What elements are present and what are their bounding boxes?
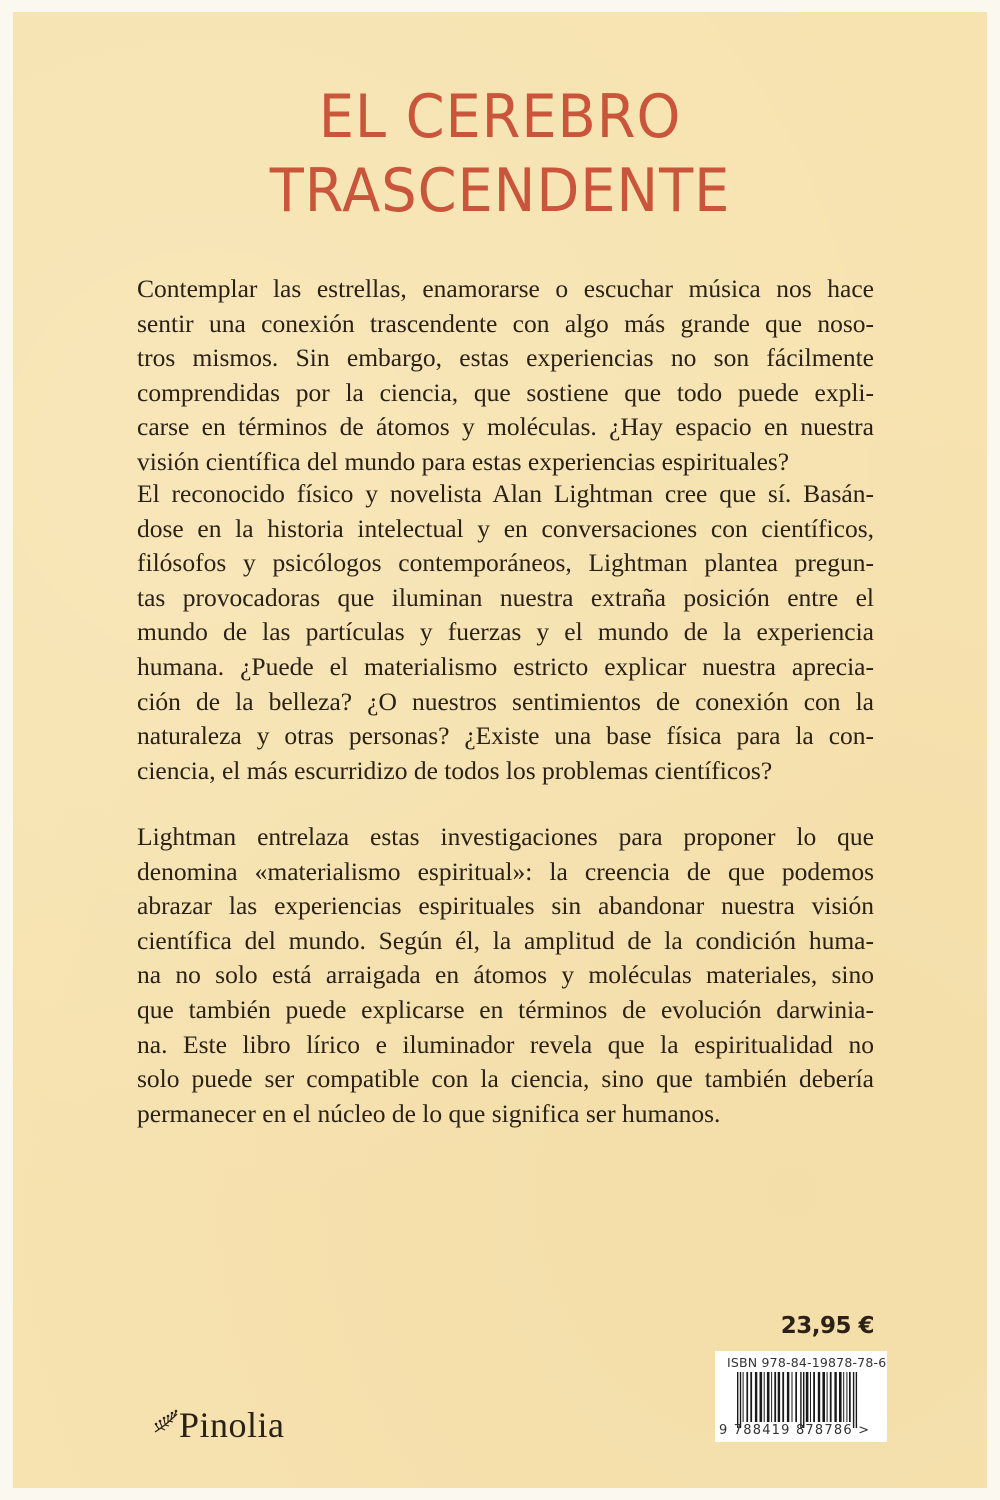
- barcode-bar: [849, 1372, 851, 1422]
- blurb-paragraph-3: [137, 820, 874, 1131]
- blurb-line: Lightman entrelaza estas investigaciones para proponer lo que: [137, 822, 874, 851]
- barcode-bar: [813, 1372, 815, 1422]
- barcode-bar: [795, 1372, 797, 1422]
- blurb-line: na no solo está arraigada en átomos y moléculas materiales, sino: [137, 960, 874, 990]
- barcode-bar: [743, 1372, 744, 1422]
- barcode-bars: [737, 1372, 871, 1428]
- barcode-bar: [818, 1372, 820, 1422]
- blurb-line: mundo de las partículas y fuerzas y el mundo de la experiencia: [137, 617, 874, 647]
- barcode-bar: [787, 1372, 789, 1422]
- price-label: 23,95 €: [780, 1313, 874, 1339]
- barcode-bar: [755, 1372, 757, 1422]
- book-back-cover: [13, 12, 987, 1488]
- barcode-bar: [810, 1372, 811, 1422]
- blurb-line: tros mismos. Sin embargo, estas experiencias no son fácilmente: [137, 343, 874, 373]
- blurb-line: comprendidas por la ciencia, que sostiene que todo puede expli-: [137, 377, 874, 407]
- sprig-icon: [153, 1406, 179, 1436]
- barcode-bar: [856, 1372, 857, 1428]
- blurb-line: científica del mundo. Según él, la amplitud de la condición huma-: [137, 925, 874, 955]
- blurb-line: sentir una conexión trascendente con algo más grande que noso-: [137, 308, 874, 338]
- publisher-name: Pinolia: [179, 1405, 285, 1445]
- blurb-line: abrazar las experiencias espirituales sin abandonar nuestra visión: [137, 891, 874, 921]
- blurb-line: que también puede explicarse en términos de evolución darwinia-: [137, 994, 874, 1024]
- barcode-bar: [746, 1372, 748, 1422]
- isbn-label: ISBN 978-84-19878-78-6: [727, 1355, 887, 1370]
- barcode-bar: [771, 1372, 772, 1422]
- blurb-line: solo puede ser compatible con la ciencia, sino que también debería: [137, 1064, 874, 1094]
- barcode-bar: [750, 1372, 752, 1422]
- barcode-bar: [740, 1372, 741, 1428]
- blurb-line: visión científica del mundo para estas experiencias espirituales?: [137, 446, 790, 476]
- blurb-line: filósofos y psicólogos contemporáneos, Lightman plantea pregun-: [137, 548, 874, 578]
- blurb-line: permanecer en el núcleo de lo que significa ser humanos.: [137, 1098, 721, 1128]
- barcode-bar: [822, 1372, 825, 1422]
- publisher-logo: [153, 1400, 285, 1450]
- blurb-line: ción de la belleza? ¿O nuestros sentimientos de conexión con la: [137, 686, 874, 716]
- barcode-digits: 9 788419 878786 >: [719, 1423, 871, 1438]
- barcode-bar: [853, 1372, 854, 1428]
- blurb-line: naturaleza y otras personas? ¿Existe una base física para la con-: [137, 721, 874, 751]
- barcode-bar: [834, 1372, 836, 1422]
- barcode-bar: [830, 1372, 832, 1422]
- blurb-line: ciencia, el más escurridizo de todos los problemas científicos?: [137, 755, 773, 785]
- barcode-bar: [764, 1372, 765, 1422]
- blurb-line: El reconocido físico y novelista Alan Lightman cree que sí. Basán-: [137, 479, 874, 508]
- barcode-bar: [800, 1372, 801, 1428]
- blurb-line: denomina «materialismo espiritual»: la creencia de que podemos: [137, 856, 874, 886]
- book-title-line-1: EL CEREBRO: [318, 82, 682, 152]
- blurb-line: na. Este libro lírico e iluminador revela que la espiritualidad no: [137, 1029, 874, 1059]
- blurb-paragraph-1: [137, 272, 874, 480]
- barcode-bar: [806, 1372, 809, 1422]
- barcode-bar: [803, 1372, 804, 1428]
- blurb-line: dose en la historia intelectual y en conversaciones con científicos,: [137, 513, 874, 543]
- barcode-bar: [792, 1372, 793, 1422]
- barcode-bar: [843, 1372, 844, 1422]
- barcode-bar: [839, 1372, 842, 1422]
- barcode-bar: [760, 1372, 763, 1422]
- barcode-bar: [782, 1372, 784, 1422]
- barcode-bar: [774, 1372, 776, 1422]
- barcode-bar: [737, 1372, 738, 1428]
- barcode-bar: [767, 1372, 770, 1422]
- book-title-line-2: TRASCENDENTE: [269, 156, 731, 226]
- barcode-bar: [827, 1372, 828, 1422]
- isbn-barcode: [715, 1351, 887, 1442]
- barcode-bar: [778, 1372, 780, 1422]
- blurb-line: carse en términos de átomos y moléculas. ¿Hay espacio en nuestra: [137, 412, 874, 442]
- barcode-bar: [846, 1372, 847, 1422]
- blurb-line: humana. ¿Puede el materialismo estricto explicar nuestra aprecia-: [137, 651, 874, 681]
- blurb-line: tas provocadoras que iluminan nuestra extraña posición entre el: [137, 582, 874, 612]
- blurb-paragraph-2: [137, 477, 874, 788]
- blurb-line: Contemplar las estrellas, enamorarse o escuchar música nos hace: [137, 274, 874, 303]
